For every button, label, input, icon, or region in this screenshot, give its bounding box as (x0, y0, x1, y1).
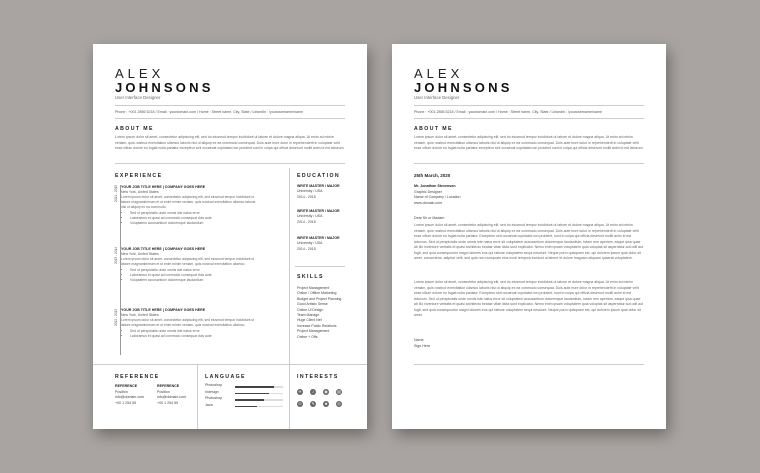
education-title: EDUCATION (297, 173, 341, 179)
column-divider (289, 364, 290, 429)
job-bullet: • Voluptatem accusantium doloremque laudantium (130, 278, 261, 283)
education-years: 2014 - 2015 (297, 194, 316, 199)
globe-icon: ◎ (337, 401, 341, 406)
job-bullet: • Voluptatem accusantium doloremque laudantium (130, 221, 261, 226)
job-years: 2013 - 2014 (114, 246, 118, 264)
language-bar (235, 386, 283, 388)
reference-role: Position (157, 389, 170, 394)
divider (414, 163, 644, 164)
signature: Sign Here (414, 343, 430, 348)
recipient-web: www.domain.com (414, 200, 443, 205)
last-name: JOHNSONS (115, 80, 214, 95)
education-years: 2014 - 2015 (297, 219, 316, 224)
divider (295, 266, 345, 267)
job-role: User Interface Designer (115, 95, 161, 100)
column-divider (289, 168, 290, 364)
job-bullet: • Laboramus et quasi ad commodo consequat duis aute (130, 273, 261, 278)
plane-icon: ✈ (298, 389, 302, 394)
camera-icon: ◉ (324, 389, 328, 394)
skills-list (297, 286, 341, 340)
job-location: New York, United States (121, 190, 159, 194)
game-icon: ♣ (324, 401, 328, 406)
skill-item: Team Manage (297, 313, 320, 318)
divider (414, 364, 644, 365)
about-title: ABOUT ME (414, 126, 453, 132)
language-title: LANGUAGE (205, 374, 246, 380)
last-name: JOHNSONS (414, 80, 513, 95)
reference-email: info@domain.com (115, 395, 145, 399)
skill-item: Budget and Project Planning (297, 296, 342, 301)
language-bar-fill (235, 393, 269, 395)
job-title: YOUR JOB TITLE HERE | COMPANY GOES HERE (121, 185, 206, 189)
education-degree: WRITE MASTER / MAJOR (297, 209, 340, 213)
reference-name: REFERENCE (115, 384, 138, 388)
bike-icon: ⊙ (298, 401, 302, 406)
cover-letter-page (392, 44, 666, 429)
recipient-role: Graphic Designer (414, 189, 442, 194)
reference-entry (115, 384, 144, 406)
job-entry (121, 247, 261, 283)
recipient-company: Name of Company / Location (414, 195, 461, 199)
reference-role: Position (115, 389, 128, 394)
divider (414, 105, 644, 106)
interests-title: INTERESTS (297, 374, 339, 380)
job-bullets (121, 329, 261, 339)
education-degree: WRITE MASTER / MAJOR (297, 236, 340, 240)
experience-title: EXPERIENCE (115, 173, 163, 179)
education-school: University / USA (297, 241, 323, 246)
job-location: New York, United States (121, 313, 159, 317)
education-entry (297, 236, 340, 252)
reference-name: REFERENCE (157, 384, 180, 388)
divider (115, 163, 345, 164)
about-text: Lorem ipsum dolor sit amet, consectetur adipiscing elit, sed do eiusmod tempor incididunt ut labore et dolore magna aliqua. Ut enim ad minim veniam, quis nostrud exercitation ullamco laboris nisi ut aliquip ex ea commodo consequat. Duis aute irure dolor in reprehenderit in voluptate velit esse cillum dolore eu fugiat nulla pariatur excepteur sint occaecat cupidatat non proident sunt in culpa qui officia deserunt mollit anim id est laborum. (115, 135, 345, 150)
language-bar-fill (235, 386, 274, 388)
education-degree: WRITE MASTER / MAJOR (297, 184, 340, 188)
job-years: 2014 - 2015 (114, 184, 118, 202)
job-bullet: • Laboramus et quasi ad commodo consequat duis aute (130, 216, 261, 221)
closing-name: Name (414, 338, 424, 342)
language-bar (235, 393, 283, 395)
skills-title: SKILLS (297, 274, 324, 280)
letter-date: 25th March, 2020 (414, 173, 451, 178)
education-entry (297, 209, 340, 225)
education-entry (297, 184, 340, 200)
job-location: New York, United States (121, 252, 159, 256)
job-title: YOUR JOB TITLE HERE | COMPANY GOES HERE (121, 247, 206, 251)
job-description: Lorem ipsum dolor sit amet, consectetur adipiscing elit, sed eiusmod tempor incididunt ut labore magnaminimum et ut enim minim veniam, quis nostrud exercitation ullamco. (121, 257, 255, 266)
divider (414, 118, 644, 119)
recipient-block (414, 184, 461, 206)
salutation: Dear Sir or Madam (414, 216, 445, 220)
education-school: University / USA (297, 214, 323, 219)
language-name: Indesign (205, 389, 219, 394)
job-description: Lorem ipsum dolor sit amet, consectetur adipiscing elit, sed eiusmod tempor incididunt ut labore magnaminimum et ut enim minim veniam, quis nostrud exercitation ullamco. (121, 318, 255, 327)
resume-page (93, 44, 367, 429)
job-years: 2012 - 2013 (114, 308, 118, 326)
language-bar (235, 406, 283, 408)
reference-phone: +00 1 254 55 (115, 400, 137, 405)
reference-phone: +00 1 254 55 (157, 400, 179, 405)
job-description: Lorem ipsum dolor sit amet, consectetur adipiscing elit, sed eiusmod tempor incididunt ut labore magnaminimum et ut enim minim veniam, quis nostrud exercitation ullamco laboris nisi ut aliquip ex ea commodo. (121, 195, 256, 209)
skill-item: Huge Client Net (297, 318, 322, 323)
skill-item: Online + Offs (297, 334, 318, 339)
paint-icon: ✎ (311, 401, 315, 406)
job-bullets (121, 268, 261, 283)
divider (93, 364, 367, 365)
recipient-name: Mr. Jonathon Stevenson (414, 184, 456, 188)
about-text: Lorem ipsum dolor sit amet, consectetur adipiscing elit, sed do eiusmod tempor incididunt ut labore et dolore magna aliqua. Ut enim ad minim veniam, quis nostrud exercitation ullamco laboris nisi ut aliquip ex ea commodo consequat. Duis aute irure dolor in reprehenderit in voluptate velit esse cillum dolore eu fugiat nulla pariatur excepteur sint occaecat cupidatat non proident sunt in culpa qui officia deserunt mollit anim id est laborum. (414, 135, 644, 150)
education-years: 2014 - 2015 (297, 246, 316, 251)
reference-title: REFERENCE (115, 374, 160, 380)
skill-item: Increase Public Relations (297, 323, 337, 328)
skill-item: Project Management (297, 329, 330, 334)
book-icon: ▤ (337, 389, 341, 394)
music-icon: ♪ (312, 389, 314, 394)
column-divider (197, 364, 198, 429)
about-title: ABOUT ME (115, 126, 154, 132)
first-name: ALEX (414, 66, 464, 81)
reference-entry (157, 384, 186, 406)
job-role: User Interface Designer (414, 95, 460, 100)
divider (115, 118, 345, 119)
reference-email: info@domain.com (157, 395, 187, 399)
job-bullets (121, 211, 261, 226)
contact-line: Phone : +001 2856 5218 / Email : yourdomain.com / Home : Street name, City, State / LinkedIn : /yourusername/name (115, 110, 304, 114)
education-school: University / USA (297, 189, 323, 194)
contact-line: Phone : +001 2856 5218 / Email : yourdomain.com / Home : Street name, City, State / LinkedIn : /yourusername/name (414, 110, 603, 114)
job-bullet: • Sed ut perspiciatis unde omnis iste natus error (130, 268, 261, 273)
first-name: ALEX (115, 66, 165, 81)
divider (115, 105, 345, 106)
closing-block (414, 338, 430, 349)
skill-item: Project Management (297, 286, 330, 290)
skill-item: Online Ui Design (297, 307, 324, 312)
job-entry (121, 308, 261, 339)
skill-item: Good Artistic Sense (297, 302, 328, 307)
language-name: Java (205, 402, 213, 407)
language-bar (235, 399, 283, 401)
job-title: YOUR JOB TITLE HERE | COMPANY GOES HERE (121, 308, 206, 312)
letter-paragraph: Lorem ipsum dolor sit amet, consectetur adipiscing elit, sed do eiusmod tempor incididunt ut labore et dolore magna aliqua. Ut enim ad minim veniam, quis nostrud exercitation ullamco laboris nisi ut aliquip ex ea commodo consequat. Duis aute irure dolor in reprehenderit in voluptate velit esse cillum dolore eu fugiat nulla pariatur. Excepteur sint occaecat cupidatat non proident, sunt in culpa qui officia deserunt mollit anim id est laborum. Sed ut perspiciatis unde omnis iste natus error sit voluptatem accusantium doloremque laudantium, totam rem aperiam, eaque ipsa quae ab illo inventore veritatis et quasi architecto beatae vitae dicta sunt explicabo. Nemo enim ipsam voluptatem quia voluptas sit aspernatur aut odit aut fugit, sed quia consequuntur magni dolores eos qui ratione voluptatem sequi nesciunt. Neque porro quisquam est, qui dolorem ipsum quia dolor sit amet, consectetur, adipisci velit, sed quia non numquam eius modi tempora incidunt ut labore et dolore magnam aliquam quaerat voluptatem. (414, 223, 643, 260)
letter-paragraph: Lorem ipsum dolor sit amet, consectetur adipiscing elit, sed do eiusmod tempor incididunt ut labore et dolore magna aliqua. Ut enim ad minim veniam, quis nostrud exercitation ullamco laboris nisi ut aliquip ex ea commodo consequat. Duis aute irure dolor in reprehenderit in voluptate velit esse cillum dolore eu fugiat nulla pariatur. Excepteur sint occaecat cupidatat non proident, sunt in culpa qui officia deserunt mollit anim id est laborum. Sed ut perspiciatis unde omnis iste natus error sit voluptatem accusantium doloremque laudantium, totam rem aperiam, eaque ipsa quae ab illo inventore veritatis et quasi architecto beatae vitae dicta sunt explicabo. Nemo enim ipsam voluptatem quia voluptas sit aspernatur aut odit aut fugit, sed quia consequuntur magni dolores eos qui ratione voluptatem sequi nesciunt. Neque porro quisquam est, qui dolorem ipsum quia dolor sit amet. (414, 280, 643, 317)
skill-item: Online / Offline Marketing (297, 291, 337, 296)
language-name: Photoshop (205, 396, 223, 400)
job-bullet: • Laboramus et quasi ad commodo consequat duis aute (130, 334, 261, 339)
language-bar-fill (235, 406, 257, 408)
language-name: Photoshop (205, 383, 223, 387)
job-entry (121, 185, 261, 226)
language-bar-fill (235, 399, 264, 401)
job-bullet: • Sed ut perspiciatis unde omnis iste natus error (130, 329, 261, 334)
job-bullet: • Sed ut perspiciatis unde omnis iste natus error (130, 211, 261, 216)
